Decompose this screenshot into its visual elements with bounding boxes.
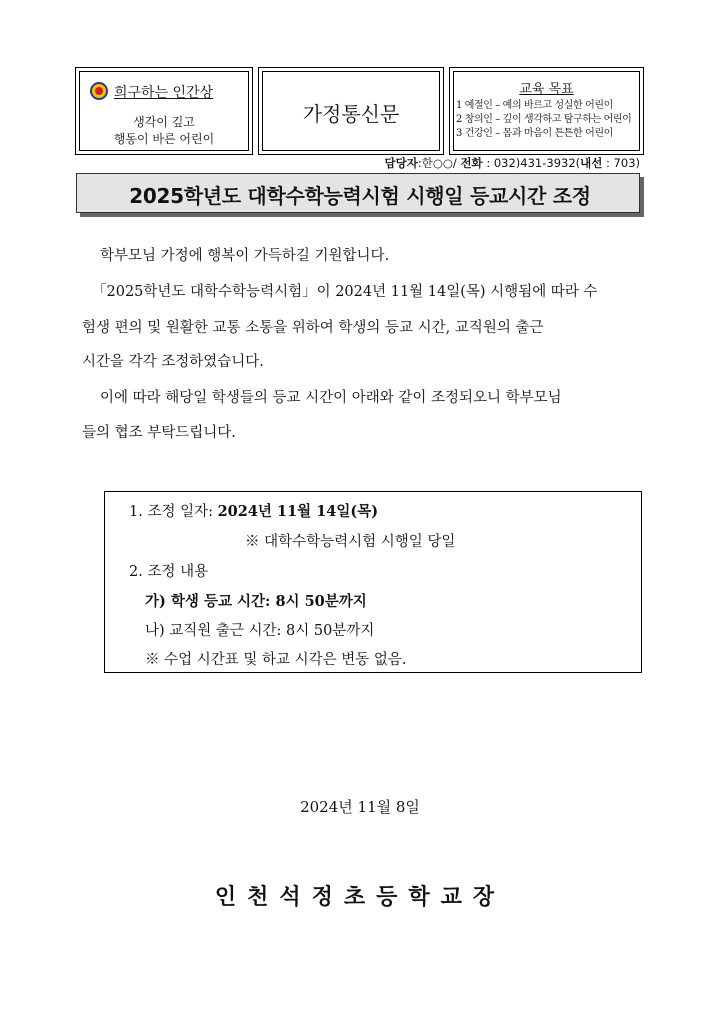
ext-label: 내선 <box>580 156 603 170</box>
manager-name: :한○○/ <box>417 156 457 170</box>
student-arrival-time: 가) 학생 등교 시간: 8시 50분까지 <box>145 593 367 610</box>
phone-label: 전화 <box>460 156 483 170</box>
school-emblem-icon <box>90 82 108 100</box>
issue-date: 2024년 11월 8일 <box>300 798 420 816</box>
ext-number: : 703) <box>606 156 640 170</box>
adjustment-content-label: 2. 조정 내용 <box>129 564 209 580</box>
manager-label: 담당자 <box>384 156 418 170</box>
staff-arrival-time: 나) 교직원 출근 시간: 8시 50분까지 <box>145 623 375 639</box>
paragraph-line: 시간을 각각 조정하였습니다. <box>82 354 264 370</box>
ideal-title: 희구하는 인간상 <box>114 85 214 101</box>
page-title: 2025학년도 대학수학능력시험 시행일 등교시간 조정 <box>129 184 591 208</box>
ideal-motto-line2: 행동이 바른 어린이 <box>113 132 215 146</box>
ideal-box <box>75 67 253 155</box>
goals-box <box>449 67 644 155</box>
schedule-note: ※ 수업 시간표 및 하교 시각은 변동 없음. <box>145 652 407 668</box>
phone-number: : 032)431-3932( <box>486 156 581 170</box>
goals-list <box>456 99 631 141</box>
paragraph-line: 「2025학년도 대학수학능력시험」이 2024년 11월 14일(목) 시행됨에 따라 수 <box>92 284 598 300</box>
principal-signature: 인천석정초등학교장 <box>214 884 506 910</box>
paragraph-line: 이에 따라 해당일 학생들의 등교 시간이 아래와 같이 조정되오니 학부모님 <box>100 390 562 406</box>
title-bar <box>76 173 644 217</box>
goal-item: 1 예절인 – 예의 바르고 성실한 어린이 <box>456 100 613 111</box>
newsletter-title: 가정통신문 <box>302 102 400 126</box>
goal-item: 3 건강인 – 몸과 마음이 튼튼한 어린이 <box>456 128 613 139</box>
adjustment-date-label: 1. 조정 일자: <box>129 504 213 520</box>
adjustment-date-row <box>129 500 378 521</box>
ideal-motto-line1: 생각이 깊고 <box>133 115 195 129</box>
adjustment-date-value: 2024년 11월 14일(목) <box>217 503 379 520</box>
newsletter-box <box>258 67 444 155</box>
goal-item: 2 창의인 – 깊이 생각하고 탐구하는 어린이 <box>456 114 632 125</box>
goals-title: 교육 목표 <box>519 82 574 97</box>
adjustment-info-box <box>104 491 642 673</box>
paragraph-line: 험생 편의 및 원활한 교통 소통을 위하여 학생의 등교 시간, 교직원의 출근 <box>82 320 544 336</box>
paragraph-greeting: 학부모님 가정에 행복이 가득하길 기원합니다. <box>100 248 390 264</box>
adjustment-date-note: ※ 대학수학능력시험 시행일 당일 <box>245 534 456 550</box>
contact-line <box>385 155 640 171</box>
ideal-motto <box>76 114 252 148</box>
paragraph-line: 들의 협조 부탁드립니다. <box>82 425 236 441</box>
